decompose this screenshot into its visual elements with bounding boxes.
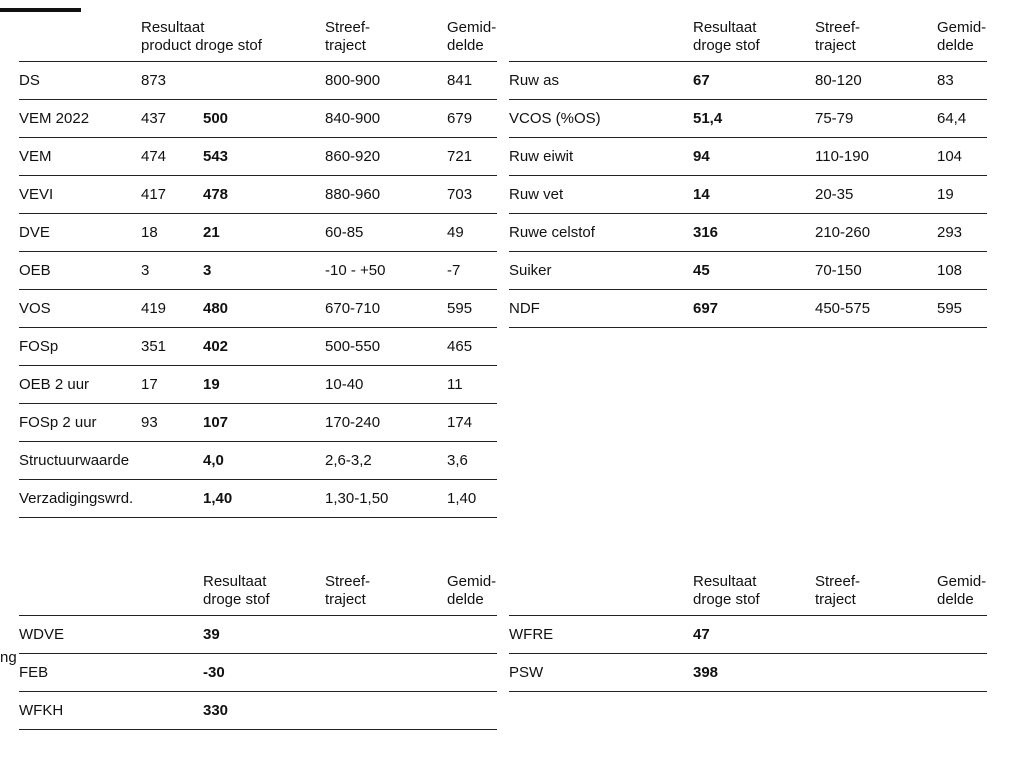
cell-label: WFRE xyxy=(509,616,693,654)
cell-ds: 3 xyxy=(203,252,325,290)
cell-gem: 83 xyxy=(937,62,987,100)
table-row xyxy=(19,62,497,100)
header-gemiddelde: Gemid- delde xyxy=(937,13,987,62)
cell-gem: 465 xyxy=(447,328,497,366)
cell-label: WDVE xyxy=(19,616,203,654)
table-row xyxy=(509,252,987,290)
table-row xyxy=(19,692,497,730)
header-streeftraject: Streef- traject xyxy=(325,567,447,616)
cell-ds: 500 xyxy=(203,100,325,138)
cell-streef: 1,30-1,50 xyxy=(325,480,447,518)
cell-ds: 39 xyxy=(203,616,325,654)
ration-value-table xyxy=(509,567,987,692)
table-row xyxy=(509,138,987,176)
cell-label: Ruw as xyxy=(509,62,693,100)
cell-gem: 174 xyxy=(447,404,497,442)
cell-streef xyxy=(815,654,937,692)
cut-off-edge-text: ng xyxy=(0,649,17,666)
cell-streef: 860-920 xyxy=(325,138,447,176)
table-header-row xyxy=(509,13,987,62)
cell-gem: 679 xyxy=(447,100,497,138)
table-row xyxy=(509,654,987,692)
table-row xyxy=(19,290,497,328)
cell-product: 419 xyxy=(141,290,203,328)
table-row xyxy=(19,366,497,404)
cell-label: Ruw eiwit xyxy=(509,138,693,176)
cell-streef xyxy=(325,616,447,654)
cell-streef: 80-120 xyxy=(815,62,937,100)
cell-product: 417 xyxy=(141,176,203,214)
cell-gem: 721 xyxy=(447,138,497,176)
cell-label: Structuurwaarde xyxy=(19,442,203,480)
cell-gem: 841 xyxy=(447,62,497,100)
cell-streef: 450-575 xyxy=(815,290,937,328)
cell-product: 93 xyxy=(141,404,203,442)
header-label xyxy=(19,567,203,616)
header-resultaat: Resultaat droge stof xyxy=(203,567,325,616)
table-row xyxy=(509,290,987,328)
table-row xyxy=(19,100,497,138)
cell-ds: 316 xyxy=(693,214,815,252)
cell-streef: 210-260 xyxy=(815,214,937,252)
cell-gem xyxy=(937,654,987,692)
cell-label: FEB xyxy=(19,654,203,692)
main-nutrient-table xyxy=(19,13,497,518)
table-row xyxy=(19,214,497,252)
cell-gem xyxy=(447,692,497,730)
table-row xyxy=(19,404,497,442)
header-gemiddelde: Gemid- delde xyxy=(937,567,987,616)
cell-streef: 20-35 xyxy=(815,176,937,214)
table-row xyxy=(509,100,987,138)
header-label xyxy=(509,13,693,62)
cell-streef: 60-85 xyxy=(325,214,447,252)
cell-label: PSW xyxy=(509,654,693,692)
cell-label: VCOS (%OS) xyxy=(509,100,693,138)
mineral-nutrient-table xyxy=(509,13,987,328)
cell-gem: 19 xyxy=(937,176,987,214)
header-gemiddelde: Gemid- delde xyxy=(447,567,497,616)
cell-streef: 10-40 xyxy=(325,366,447,404)
cell-gem: 108 xyxy=(937,252,987,290)
header-streeftraject: Streef- traject xyxy=(815,567,937,616)
header-label xyxy=(19,13,141,62)
cell-ds: -30 xyxy=(203,654,325,692)
cell-gem: 1,40 xyxy=(447,480,497,518)
cell-label: OEB xyxy=(19,252,141,290)
cell-gem: 293 xyxy=(937,214,987,252)
cell-streef: -10 - +50 xyxy=(325,252,447,290)
cell-ds: 697 xyxy=(693,290,815,328)
cell-product: 437 xyxy=(141,100,203,138)
header-resultaat: Resultaat droge stof xyxy=(693,567,815,616)
cell-streef: 2,6-3,2 xyxy=(325,442,447,480)
cell-gem: 595 xyxy=(937,290,987,328)
cell-streef: 70-150 xyxy=(815,252,937,290)
table-row xyxy=(19,654,497,692)
table-row xyxy=(509,616,987,654)
cell-streef: 170-240 xyxy=(325,404,447,442)
cell-product: 873 xyxy=(141,62,203,100)
cell-streef: 800-900 xyxy=(325,62,447,100)
cell-label: FOSp xyxy=(19,328,141,366)
table-row xyxy=(19,176,497,214)
cell-label: WFKH xyxy=(19,692,203,730)
cell-label: Verzadigingswrd. xyxy=(19,480,203,518)
energy-value-table xyxy=(19,567,497,730)
table-header-row xyxy=(509,567,987,616)
cell-ds: 45 xyxy=(693,252,815,290)
cell-gem xyxy=(937,616,987,654)
cell-gem xyxy=(447,616,497,654)
cell-ds: 543 xyxy=(203,138,325,176)
table-row xyxy=(19,138,497,176)
cell-ds: 67 xyxy=(693,62,815,100)
cell-ds: 398 xyxy=(693,654,815,692)
top-rule xyxy=(0,8,81,12)
cell-gem: 64,4 xyxy=(937,100,987,138)
cell-gem: 3,6 xyxy=(447,442,497,480)
cell-ds: 19 xyxy=(203,366,325,404)
table-header-row xyxy=(19,567,497,616)
cell-label: OEB 2 uur xyxy=(19,366,141,404)
table-row xyxy=(19,328,497,366)
cell-ds: 480 xyxy=(203,290,325,328)
cell-label: Ruwe celstof xyxy=(509,214,693,252)
cell-label: VOS xyxy=(19,290,141,328)
table-row xyxy=(19,616,497,654)
cell-ds: 47 xyxy=(693,616,815,654)
cell-ds: 14 xyxy=(693,176,815,214)
header-streeftraject: Streef- traject xyxy=(325,13,447,62)
cell-streef xyxy=(325,654,447,692)
table-row xyxy=(509,176,987,214)
cell-streef: 670-710 xyxy=(325,290,447,328)
cell-label: Ruw vet xyxy=(509,176,693,214)
cell-product: 351 xyxy=(141,328,203,366)
header-streeftraject: Streef- traject xyxy=(815,13,937,62)
cell-gem: 104 xyxy=(937,138,987,176)
cell-ds: 1,40 xyxy=(203,480,325,518)
cell-streef xyxy=(325,692,447,730)
cell-gem: -7 xyxy=(447,252,497,290)
table-row xyxy=(509,62,987,100)
cell-gem xyxy=(447,654,497,692)
table-row xyxy=(509,214,987,252)
table-row xyxy=(19,442,497,480)
header-resultaat: Resultaat droge stof xyxy=(693,13,815,62)
cell-ds: 402 xyxy=(203,328,325,366)
cell-gem: 595 xyxy=(447,290,497,328)
cell-streef: 500-550 xyxy=(325,328,447,366)
cell-ds: 330 xyxy=(203,692,325,730)
cell-label: DVE xyxy=(19,214,141,252)
cell-label: FOSp 2 uur xyxy=(19,404,141,442)
header-label xyxy=(509,567,693,616)
cell-product: 474 xyxy=(141,138,203,176)
cell-ds: 107 xyxy=(203,404,325,442)
cell-label: VEM xyxy=(19,138,141,176)
cell-ds: 51,4 xyxy=(693,100,815,138)
header-gemiddelde: Gemid- delde xyxy=(447,13,497,62)
cell-label: VEVI xyxy=(19,176,141,214)
cell-streef xyxy=(815,616,937,654)
cell-product: 18 xyxy=(141,214,203,252)
cell-streef: 75-79 xyxy=(815,100,937,138)
header-resultaat: Resultaat product droge stof xyxy=(141,13,325,62)
cell-product: 3 xyxy=(141,252,203,290)
cell-label: Suiker xyxy=(509,252,693,290)
table-row xyxy=(19,480,497,518)
cell-product: 17 xyxy=(141,366,203,404)
cell-ds: 4,0 xyxy=(203,442,325,480)
cell-streef: 880-960 xyxy=(325,176,447,214)
cell-label: DS xyxy=(19,62,141,100)
cell-streef: 110-190 xyxy=(815,138,937,176)
cell-ds: 478 xyxy=(203,176,325,214)
cell-gem: 11 xyxy=(447,366,497,404)
cell-gem: 703 xyxy=(447,176,497,214)
cell-gem: 49 xyxy=(447,214,497,252)
cell-ds: 94 xyxy=(693,138,815,176)
cell-ds: 21 xyxy=(203,214,325,252)
cell-streef: 840-900 xyxy=(325,100,447,138)
cell-label: VEM 2022 xyxy=(19,100,141,138)
cell-ds xyxy=(203,62,325,100)
table-header-row xyxy=(19,13,497,62)
cell-label: NDF xyxy=(509,290,693,328)
table-row xyxy=(19,252,497,290)
